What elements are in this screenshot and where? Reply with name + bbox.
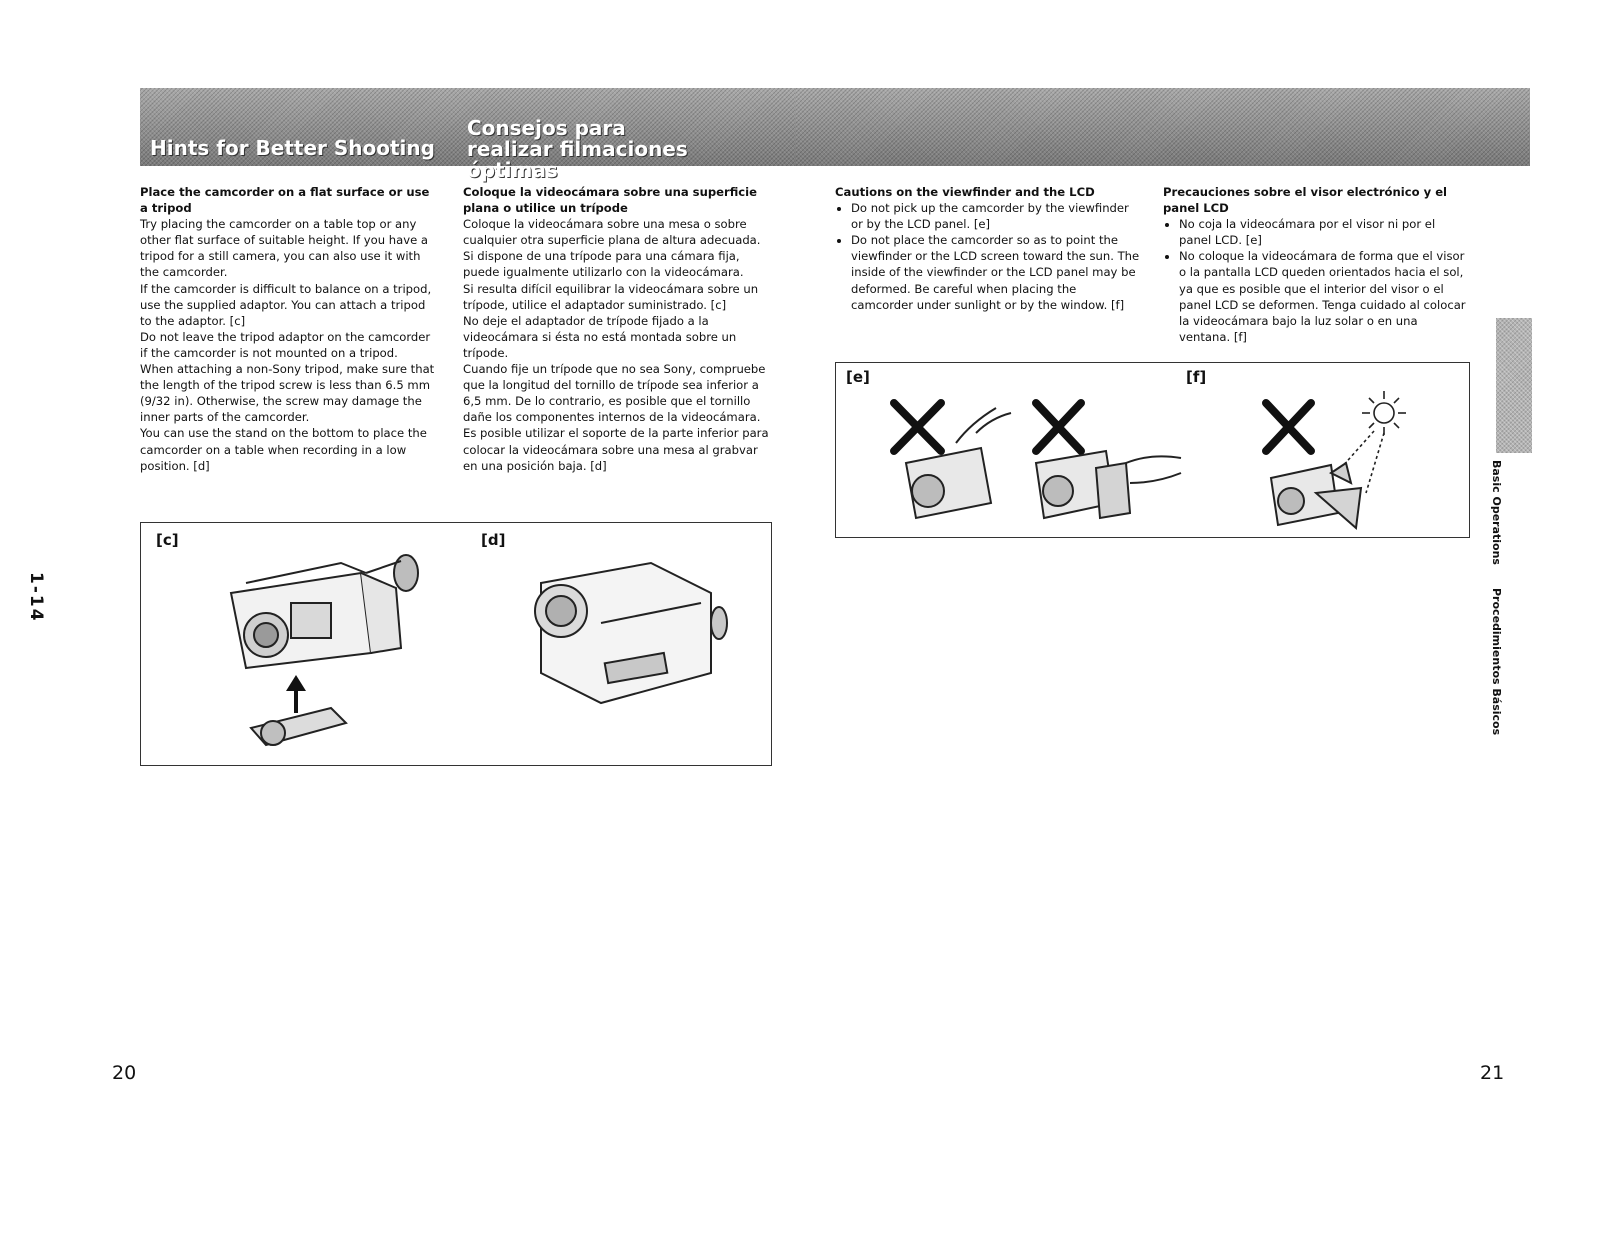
paragraph: When attaching a non-Sony tripod, make sure that the length of the tripod screw is less than 6.5 mm (9/32 in). Otherwise, the screw may damage the inner parts of the camcorder.: [140, 362, 435, 425]
viewfinder-caution-figure-box: [835, 362, 1470, 538]
paragraph: Cuando fije un trípode que no sea Sony, compruebe que la longitud del tornillo de trípode sea inferior a 6,5 mm. De lo contrario, es posible que el tornillo dañe los componentes internos de la videocámara.: [463, 362, 766, 425]
side-label-basic-operations: Basic Operations: [1490, 460, 1503, 565]
side-label-procedimientos-basicos: Procedimientos Básicos: [1490, 588, 1503, 736]
english-viewfinder-cautions: [835, 184, 1140, 313]
title-english: Hints for Better Shooting: [150, 136, 435, 160]
list-item: • Do not pick up the camcorder by the viewfinder or by the LCD panel. [e]: [851, 200, 1140, 232]
figure-label-f: [f]: [1186, 368, 1207, 386]
section-heading: Place the camcorder on a flat surface or use a tripod: [140, 185, 430, 216]
list-item: • Do not place the camcorder so as to point the viewfinder or the LCD screen toward the sun. The inside of the viewfinder or the LCD panel may be deformed. Be careful when placing the camcorder under sunlight or by the window. [f]: [851, 232, 1140, 312]
tripod-figure-box: [140, 522, 772, 766]
paragraph: Si resulta difícil equilibrar la videocámara sobre un trípode, utilice el adaptador suministrado. [c]: [463, 281, 759, 312]
figure-label-e: [e]: [846, 368, 870, 386]
section-heading: Cautions on the viewfinder and the LCD: [835, 185, 1095, 199]
no-lift-by-viewfinder-illustration: [886, 383, 1016, 533]
paragraph: Coloque la videocámara sobre una mesa o sobre cualquier otra superficie plana de altura adecuada.: [463, 217, 761, 248]
camcorder-stand-illustration: [521, 553, 741, 723]
paragraph: You can use the stand on the bottom to place the camcorder on a table when recording in a low position. [d]: [140, 426, 427, 473]
figure-label-c: [c]: [156, 531, 179, 549]
spanish-tripod-section: [463, 184, 773, 474]
list-item: • No coloque la videocámara de forma que el visor o la pantalla LCD queden orientados hacia el sol, ya que es posible que el interior del visor o el panel LCD se deformen. Tenga cuidado al colocar la videocámara bajo la luz solar o en una ventana. [f]: [1179, 248, 1468, 345]
list-item: • No coja la videocámara por el visor ni por el panel LCD. [e]: [1179, 216, 1468, 248]
english-tripod-section: [140, 184, 440, 474]
paragraph: Try placing the camcorder on a table top or any other flat surface of suitable height. If you have a tripod for a still camera, you can also use it with the camcorder.: [140, 217, 428, 280]
section-heading: Precauciones sobre el visor electrónico y el panel LCD: [1163, 185, 1448, 216]
spanish-viewfinder-cautions: [1163, 184, 1468, 345]
no-lift-by-lcd-illustration: [1026, 383, 1186, 533]
page-code: 1-14: [26, 572, 46, 623]
caution-list: [835, 200, 1140, 313]
page-number-right: 21: [1480, 1062, 1505, 1084]
no-sun-facing-illustration: [1256, 383, 1426, 533]
camcorder-tripod-adaptor-illustration: [221, 543, 451, 758]
section-tab-marker: [1496, 318, 1532, 453]
caution-list: [1163, 216, 1468, 345]
section-banner-right: [795, 88, 1530, 166]
paragraph: No deje el adaptador de trípode fijado a la videocámara si ésta no está montada sobre un trípode.: [463, 313, 737, 360]
paragraph: If the camcorder is difficult to balance on a tripod, use the supplied adaptor. You can attach a tripod to the adaptor. [c]: [140, 281, 432, 328]
section-heading: Coloque la videocámara sobre una superficie plana o utilice un trípode: [463, 185, 758, 216]
section-banner-left: [140, 88, 795, 182]
paragraph: Si dispone de una trípode para una cámara fija, puede igualmente utilizarlo con la videocámara.: [463, 249, 744, 280]
page-number-left: 20: [112, 1062, 137, 1084]
paragraph: Do not leave the tripod adaptor on the camcorder if the camcorder is not mounted on a tripod.: [140, 329, 431, 360]
title-spanish: Consejos para realizar filmaciones óptimas: [467, 116, 688, 182]
paragraph: Es posible utilizar el soporte de la parte inferior para colocar la videocámara sobre una mesa al grabvar en una posición baja. [d]: [463, 426, 769, 473]
figure-label-d: [d]: [481, 531, 506, 549]
